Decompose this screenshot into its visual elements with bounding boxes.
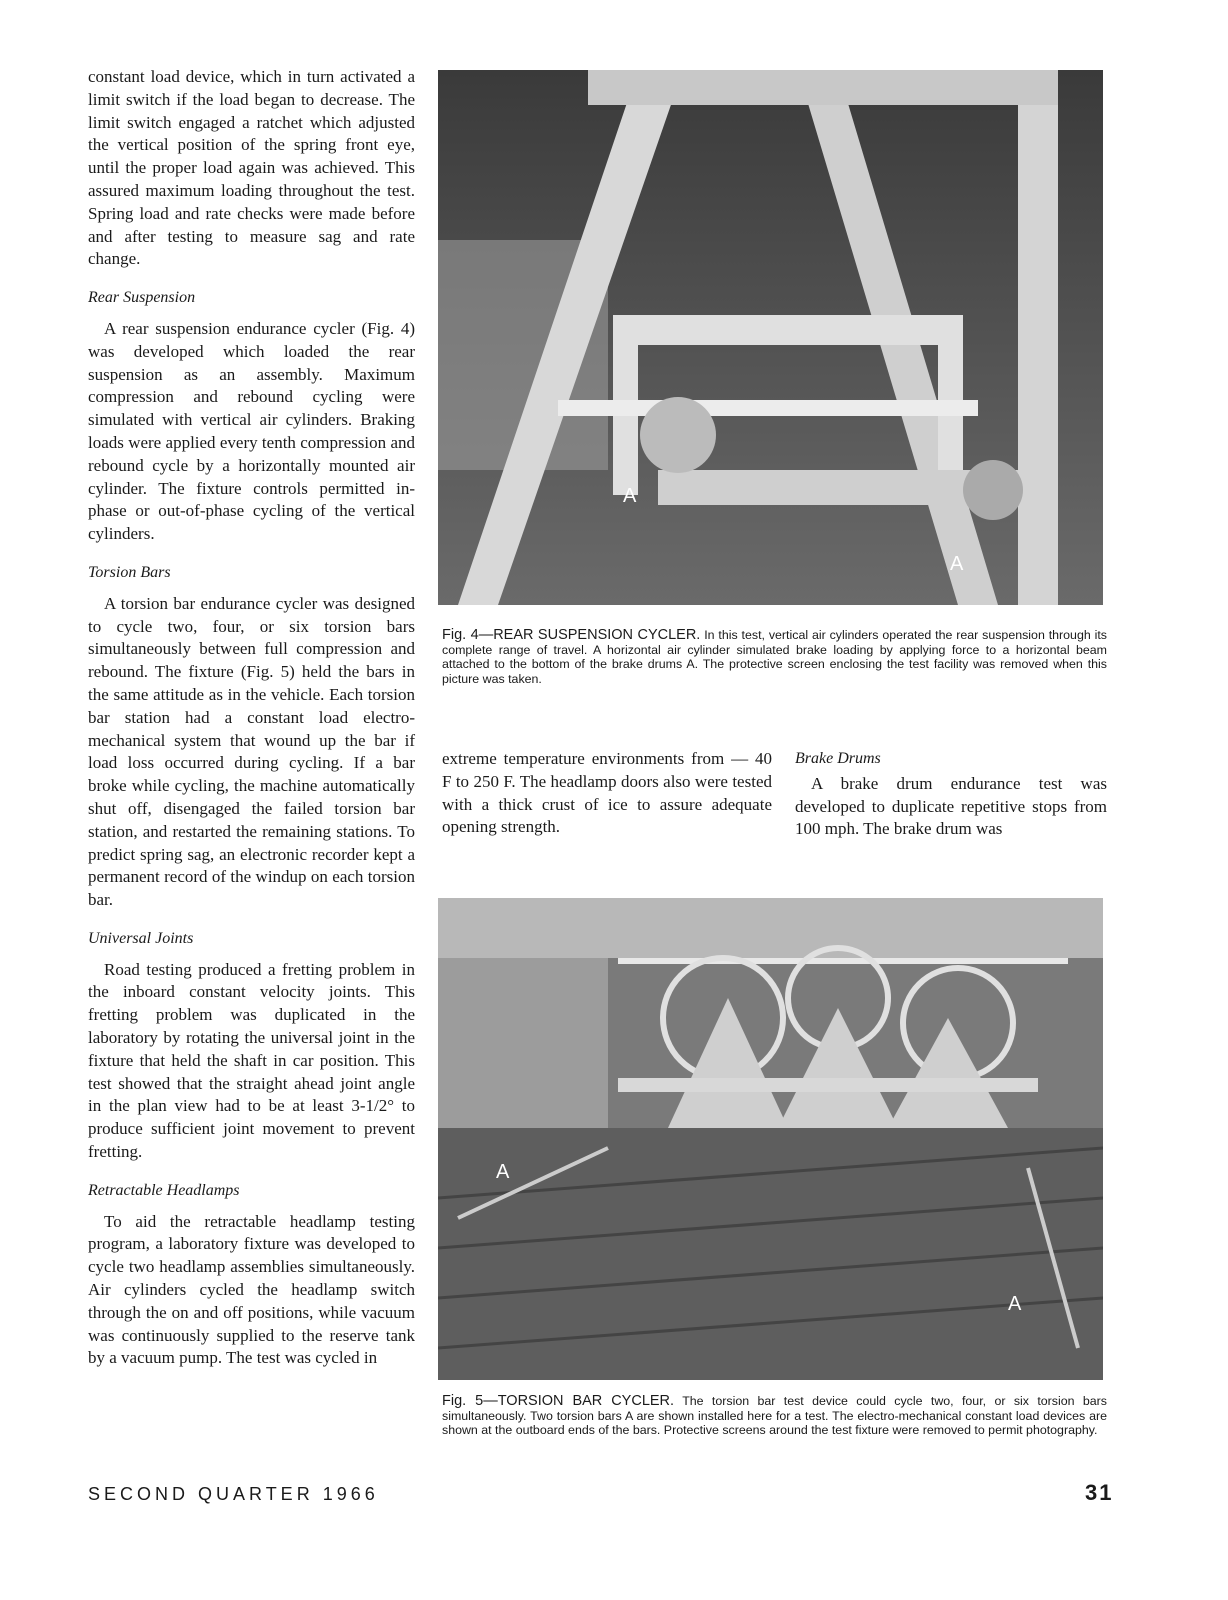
heading-retractable-headlamps: Retractable Headlamps: [88, 1181, 240, 1199]
fig5-photo: [438, 898, 1103, 1380]
fig5-marker-a-left: A: [496, 1161, 510, 1183]
heading-torsion-bars: Torsion Bars: [88, 563, 171, 581]
rear-suspension-body: A rear suspension endurance cycler (Fig. 4) was developed which loaded the rear suspension as an assembly. Maximum compression and rebound cycling were simulated with vertical air cylinders. Braking loads were applied every tenth compression and rebound cycle by a horizontally mounted air cylinder. The fixture controls permitted in-phase or out-of-phase cycling of the vertical cylinders.: [88, 318, 415, 544]
torsion-bars-body: A torsion bar endurance cycler was designed to cycle two, four, or six torsion bars simultaneously between full compression and rebound. The fixture (Fig. 5) held the bars in the same attitude as in the vehicle. Each torsion bar station had a constant load electro-mechanical system that wound up the bar if load loss occurred during cycling. If a bar broke while cycling, the machine automatically shut off, disengaged the failed torsion bar station, and restarted the remaining stations. To predict spring sag, an electronic recorder kept a permanent record of the windup on each torsion bar.: [88, 593, 415, 910]
heading-brake-drums: Brake Drums: [795, 750, 881, 767]
headlamp-continuation: extreme temperature environments from — 40 F to 250 F. The headlamp doors also were tested with a thick crust of ice to assure adequate opening strength.: [442, 749, 772, 837]
fig4-marker-a-left: A: [623, 485, 637, 507]
fig5-marker-a-right: A: [1008, 1293, 1022, 1315]
middle-column-1: [442, 748, 772, 839]
footer-issue: SECOND QUARTER 1966: [88, 1484, 379, 1504]
fig4-marker-a-right: A: [950, 553, 964, 575]
left-column: [88, 66, 415, 1370]
retractable-headlamps-body: To aid the retractable headlamp testing program, a laboratory fixture was developed to cycle two headlamp assemblies simultaneously. Air cylinders cycled the headlamp switch through the on and off positions, while vacuum was continuously supplied to the reserve tank by a vacuum pump. The test was cycled in: [88, 1211, 415, 1368]
fig5-caption-label: Fig. 5—TORSION BAR CYCLER.: [442, 1393, 675, 1409]
fig4-photo: [438, 70, 1103, 605]
fig5-caption-text: The torsion bar test device could cycle two, four, or six torsion bars simultaneously. Two torsion bars A are shown installed here for a test. The electro-mechanical constant load devices are shown at the outboard ends of the bars. Protective screens around the test fixture were removed to permit photography.: [442, 1394, 1108, 1437]
fig4-caption-text: In this test, vertical air cylinders operated the rear suspension through its complete range of travel. A horizontal air cylinder simulated brake loading by applying force to a horizontal beam attached to the bottom of the brake drums A. The protective screen enclosing the test facility was removed when this picture was taken.: [442, 628, 1107, 686]
fig4-caption: [442, 628, 1107, 686]
intro-paragraph: constant load device, which in turn activated a limit switch if the load began to decrease. The limit switch engaged a ratchet which adjusted the vertical position of the spring front eye, until the proper load again was achieved. This assured maximum loading throughout the test. Spring load and rate checks were made before and after testing to measure sag and rate change.: [88, 67, 415, 269]
fig5-caption: [442, 1394, 1107, 1438]
heading-rear-suspension: Rear Suspension: [88, 289, 196, 307]
heading-universal-joints: Universal Joints: [88, 929, 194, 947]
fig4-caption-label: Fig. 4—REAR SUSPENSION CYCLER.: [442, 627, 701, 643]
page-number: 31: [1085, 1480, 1114, 1505]
universal-joints-body: Road testing produced a fretting problem in the inboard constant velocity joints. This fretting problem was duplicated in the laboratory by rotating the universal joint in the fixture that held the shaft in car position. This test showed that the straight ahead joint angle in the plan view had to be at least 3-1/2° to produce sufficient joint movement to prevent fretting.: [88, 959, 415, 1162]
brake-drums-body: A brake drum endurance test was developed to duplicate repetitive stops from 100 mph. The brake drum was: [795, 773, 1107, 839]
middle-column-2: [795, 748, 1107, 841]
